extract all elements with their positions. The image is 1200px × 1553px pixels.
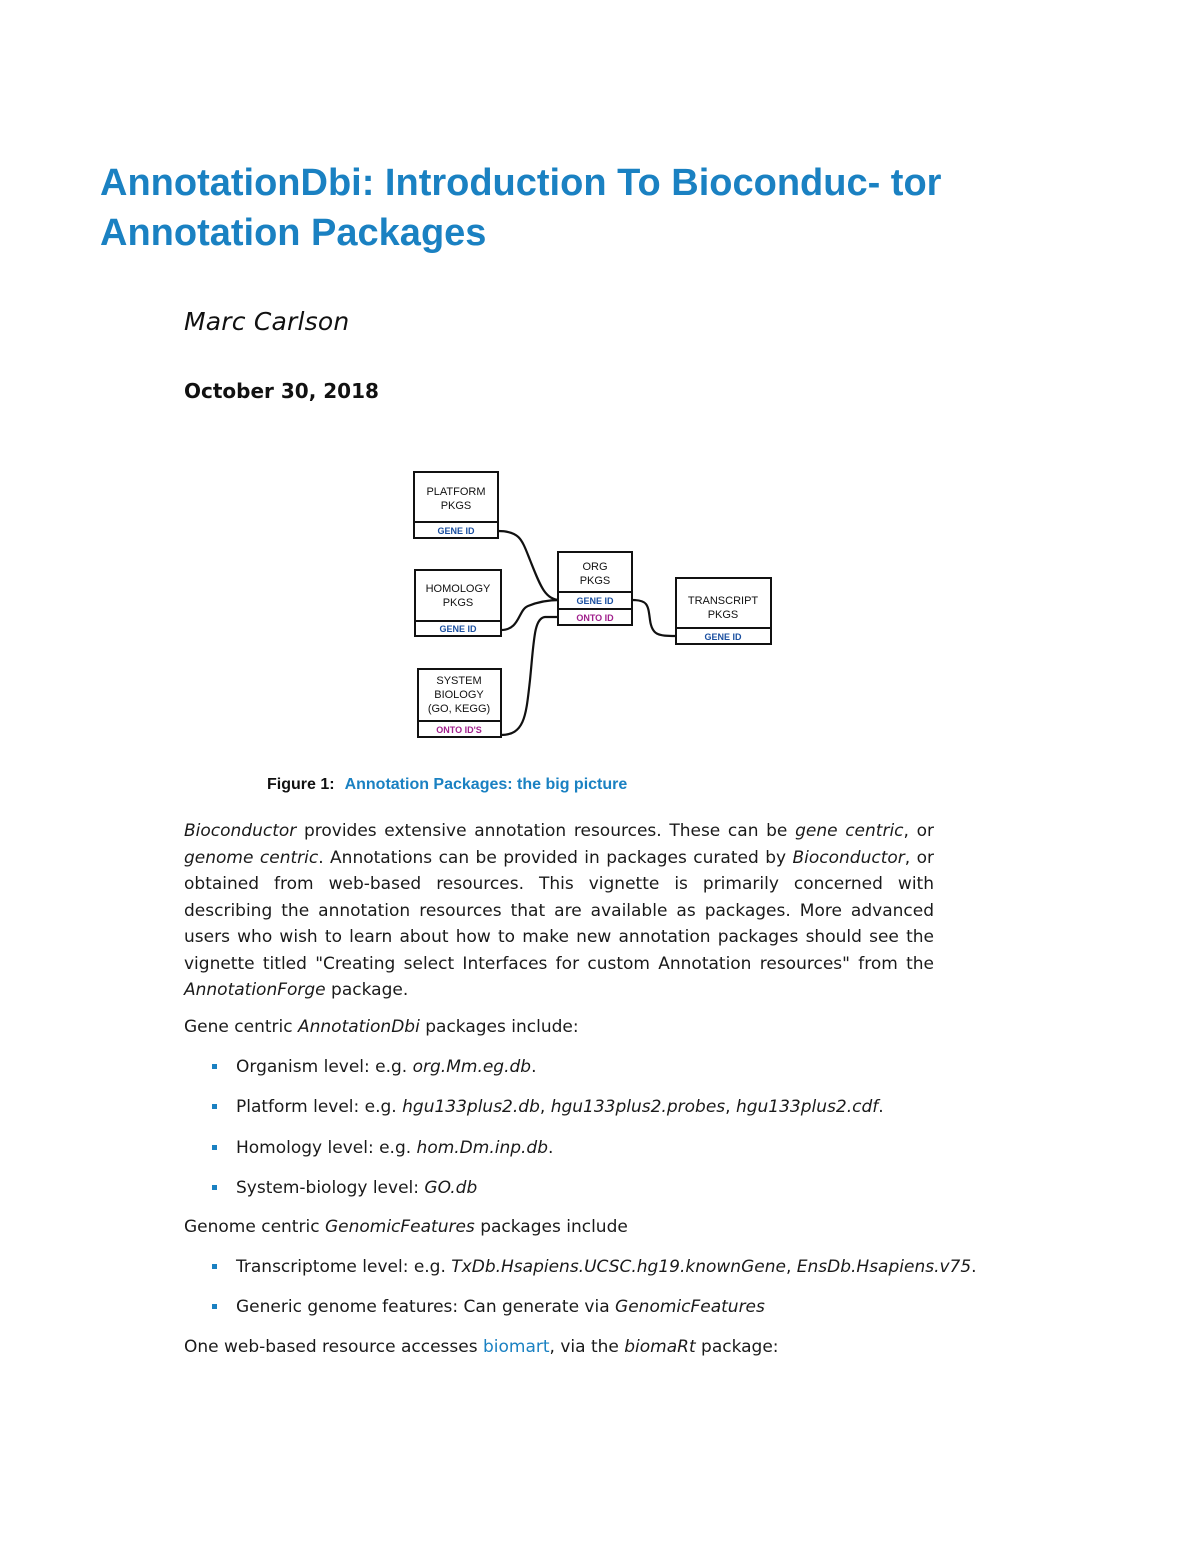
list-item: Organism level: e.g. org.Mm.eg.db. — [212, 1057, 536, 1077]
connector-homology-org — [501, 600, 560, 630]
figure-caption — [267, 776, 627, 794]
homology-name: HOMOLOGY — [425, 583, 491, 595]
org-name: PKGS — [579, 575, 611, 587]
connector-org-transcript — [632, 600, 676, 636]
genome-centric-intro: Genome centric GenomicFeatures packages include — [184, 1217, 628, 1237]
homology-gene-id: GENE ID — [439, 624, 477, 634]
bullet-icon — [212, 1264, 217, 1269]
annotation-packages-diagram — [400, 460, 800, 750]
list-item: Transcriptome level: e.g. TxDb.Hsapiens.UCSC.hg19.knownGene, EnsDb.Hsapiens.v75. — [212, 1257, 977, 1277]
org-name: ORG — [582, 561, 608, 573]
list-item: Homology level: e.g. hom.Dm.inp.db. — [212, 1138, 553, 1158]
list-item: System-biology level: GO.db — [212, 1178, 477, 1198]
system-name: BIOLOGY — [434, 689, 484, 701]
author: Marc Carlson — [184, 307, 350, 336]
page-title: AnnotationDbi: Introduction To Bioconduc- tor Annotation Packages — [100, 162, 942, 254]
bullet-icon — [212, 1185, 217, 1190]
intro-paragraph: Bioconductor provides extensive annotation resources. These can be gene centric, or genome centric. Annotations can be provided in packages curated by Bioconductor, or obtained from web-based resources. This vignette is primarily concerned with describing the annotation resources that are available as packages. More advanced users who wish to learn about how to make new annotation packages should see the vignette titled "Creating select Interfaces for custom Annotation resources" from the AnnotationForge package. — [184, 821, 934, 1000]
transcript-name: PKGS — [707, 609, 739, 621]
figure-caption-text: Annotation Packages: the big picture — [344, 776, 628, 793]
connector-platform-org — [498, 531, 560, 600]
figure-label: Figure 1: — [267, 776, 335, 793]
biomart-link[interactable]: biomart — [482, 1337, 550, 1357]
list-item: Platform level: e.g. hgu133plus2.db, hgu133plus2.probes, hgu133plus2.cdf. — [212, 1097, 884, 1117]
platform-name: PKGS — [440, 500, 472, 512]
org-onto-id: ONTO ID — [576, 613, 614, 623]
bullet-icon — [212, 1104, 217, 1109]
platform-gene-id: GENE ID — [437, 526, 475, 536]
bullet-icon — [212, 1064, 217, 1069]
list-item: Generic genome features: Can generate via GenomicFeatures — [212, 1297, 765, 1317]
bullet-icon — [212, 1304, 217, 1309]
transcript-gene-id: GENE ID — [704, 632, 742, 642]
system-name: SYSTEM — [436, 675, 482, 687]
connector-system-org — [501, 617, 560, 735]
date: October 30, 2018 — [184, 379, 379, 403]
system-onto-ids: ONTO ID'S — [436, 725, 482, 735]
system-name: (GO, KEGG) — [427, 703, 491, 715]
web-resource-paragraph: One web-based resource accesses biomart, via the biomaRt package: — [184, 1337, 779, 1357]
transcript-name: TRANSCRIPT — [687, 595, 759, 607]
homology-name: PKGS — [442, 597, 474, 609]
platform-name: PLATFORM — [426, 486, 486, 498]
bullet-icon — [212, 1145, 217, 1150]
gene-centric-intro: Gene centric AnnotationDbi packages include: — [184, 1017, 579, 1037]
org-gene-id: GENE ID — [576, 596, 614, 606]
